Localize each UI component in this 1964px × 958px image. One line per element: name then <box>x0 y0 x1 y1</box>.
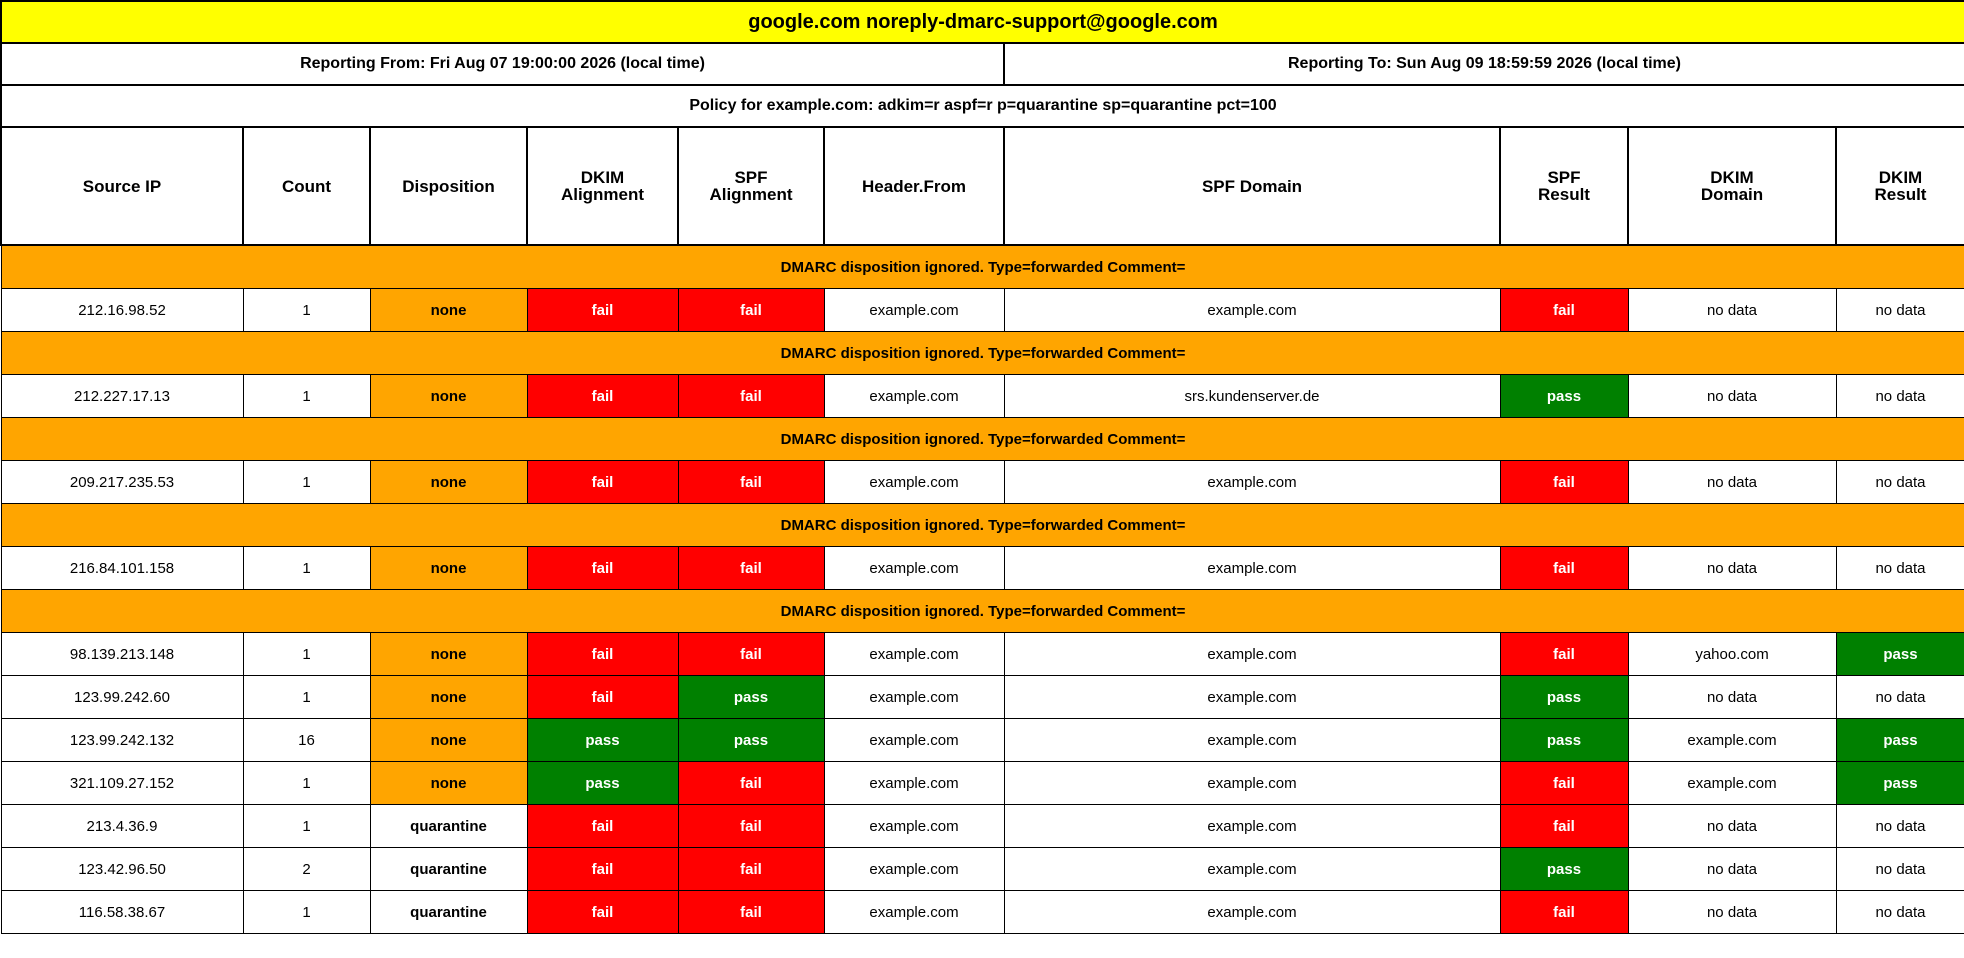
cell-dkim-result: pass <box>1836 762 1964 805</box>
cell-spf-domain: example.com <box>1004 891 1500 934</box>
cell-dkim-domain: no data <box>1628 676 1836 719</box>
cell-dkim-result: no data <box>1836 461 1964 504</box>
cell-spf-result: pass <box>1500 375 1628 418</box>
cell-dkim-domain: example.com <box>1628 719 1836 762</box>
cell-count: 1 <box>243 547 370 590</box>
table-row <box>1 676 1964 719</box>
cell-spf-alignment: fail <box>678 891 824 934</box>
table-row <box>1 633 1964 676</box>
column-header-dkim-domain: DKIM Domain <box>1628 127 1836 245</box>
cell-spf-result: fail <box>1500 289 1628 332</box>
override-reason: DMARC disposition ignored. Type=forwarded Comment= <box>1 418 1964 461</box>
cell-disposition: quarantine <box>370 891 527 934</box>
cell-disposition: none <box>370 375 527 418</box>
cell-source-ip: 209.217.235.53 <box>1 461 243 504</box>
cell-header-from: example.com <box>824 461 1004 504</box>
column-header-dkim-alignment: DKIM Alignment <box>527 127 678 245</box>
cell-spf-domain: example.com <box>1004 676 1500 719</box>
cell-header-from: example.com <box>824 547 1004 590</box>
cell-source-ip: 123.99.242.60 <box>1 676 243 719</box>
cell-spf-alignment: fail <box>678 289 824 332</box>
cell-spf-result: fail <box>1500 633 1628 676</box>
cell-source-ip: 123.42.96.50 <box>1 848 243 891</box>
cell-dkim-result: no data <box>1836 289 1964 332</box>
cell-source-ip: 212.16.98.52 <box>1 289 243 332</box>
column-header-spf-result: SPF Result <box>1500 127 1628 245</box>
override-reason-row <box>1 332 1964 375</box>
cell-disposition: none <box>370 676 527 719</box>
cell-dkim-domain: no data <box>1628 375 1836 418</box>
cell-spf-result: pass <box>1500 676 1628 719</box>
cell-disposition: none <box>370 461 527 504</box>
cell-disposition: none <box>370 719 527 762</box>
cell-header-from: example.com <box>824 676 1004 719</box>
report-title: google.com noreply-dmarc-support@google.com <box>1 1 1964 43</box>
cell-spf-domain: example.com <box>1004 848 1500 891</box>
column-header-dkim-result: DKIM Result <box>1836 127 1964 245</box>
table-row <box>1 891 1964 934</box>
cell-header-from: example.com <box>824 762 1004 805</box>
cell-source-ip: 123.99.242.132 <box>1 719 243 762</box>
column-header-count: Count <box>243 127 370 245</box>
column-header-source-ip: Source IP <box>1 127 243 245</box>
table-row <box>1 375 1964 418</box>
cell-dkim-domain: no data <box>1628 461 1836 504</box>
report-rows <box>1 245 1964 934</box>
cell-disposition: none <box>370 762 527 805</box>
cell-count: 1 <box>243 375 370 418</box>
table-row <box>1 289 1964 332</box>
cell-disposition: none <box>370 289 527 332</box>
cell-disposition: quarantine <box>370 805 527 848</box>
cell-count: 1 <box>243 805 370 848</box>
cell-spf-result: fail <box>1500 891 1628 934</box>
cell-spf-result: pass <box>1500 719 1628 762</box>
cell-count: 1 <box>243 762 370 805</box>
cell-dkim-alignment: fail <box>527 633 678 676</box>
cell-dkim-result: no data <box>1836 891 1964 934</box>
cell-dkim-result: pass <box>1836 633 1964 676</box>
cell-dkim-alignment: pass <box>527 719 678 762</box>
column-header-disposition: Disposition <box>370 127 527 245</box>
override-reason: DMARC disposition ignored. Type=forwarded Comment= <box>1 332 1964 375</box>
table-row <box>1 461 1964 504</box>
cell-source-ip: 116.58.38.67 <box>1 891 243 934</box>
override-reason: DMARC disposition ignored. Type=forwarded Comment= <box>1 245 1964 289</box>
cell-count: 1 <box>243 891 370 934</box>
cell-spf-domain: example.com <box>1004 289 1500 332</box>
cell-spf-domain: example.com <box>1004 762 1500 805</box>
cell-header-from: example.com <box>824 375 1004 418</box>
cell-dkim-alignment: fail <box>527 805 678 848</box>
table-row <box>1 805 1964 848</box>
cell-source-ip: 213.4.36.9 <box>1 805 243 848</box>
cell-dkim-domain: example.com <box>1628 762 1836 805</box>
cell-count: 1 <box>243 633 370 676</box>
cell-dkim-alignment: fail <box>527 848 678 891</box>
reporting-to: Reporting To: Sun Aug 09 18:59:59 2026 (local time) <box>1004 43 1964 85</box>
cell-dkim-alignment: fail <box>527 289 678 332</box>
cell-spf-domain: example.com <box>1004 719 1500 762</box>
cell-count: 16 <box>243 719 370 762</box>
cell-dkim-domain: no data <box>1628 547 1836 590</box>
cell-dkim-alignment: fail <box>527 461 678 504</box>
cell-spf-result: fail <box>1500 547 1628 590</box>
cell-count: 1 <box>243 461 370 504</box>
cell-header-from: example.com <box>824 719 1004 762</box>
cell-dkim-alignment: fail <box>527 375 678 418</box>
cell-spf-alignment: fail <box>678 633 824 676</box>
cell-dkim-domain: yahoo.com <box>1628 633 1836 676</box>
cell-spf-alignment: fail <box>678 762 824 805</box>
column-header-row <box>1 127 1964 245</box>
cell-spf-result: fail <box>1500 461 1628 504</box>
cell-count: 1 <box>243 289 370 332</box>
cell-disposition: quarantine <box>370 848 527 891</box>
cell-header-from: example.com <box>824 633 1004 676</box>
cell-source-ip: 216.84.101.158 <box>1 547 243 590</box>
table-row <box>1 848 1964 891</box>
override-reason-row <box>1 245 1964 289</box>
cell-disposition: none <box>370 547 527 590</box>
cell-dkim-result: pass <box>1836 719 1964 762</box>
cell-spf-alignment: fail <box>678 547 824 590</box>
cell-dkim-result: no data <box>1836 848 1964 891</box>
cell-dkim-result: no data <box>1836 805 1964 848</box>
cell-spf-result: fail <box>1500 805 1628 848</box>
cell-count: 1 <box>243 676 370 719</box>
cell-spf-alignment: pass <box>678 676 824 719</box>
cell-dkim-domain: no data <box>1628 805 1836 848</box>
cell-dkim-alignment: fail <box>527 891 678 934</box>
cell-source-ip: 212.227.17.13 <box>1 375 243 418</box>
table-row <box>1 547 1964 590</box>
cell-spf-alignment: fail <box>678 375 824 418</box>
override-reason-row <box>1 590 1964 633</box>
cell-dkim-domain: no data <box>1628 289 1836 332</box>
table-row <box>1 719 1964 762</box>
cell-dkim-alignment: pass <box>527 762 678 805</box>
cell-header-from: example.com <box>824 891 1004 934</box>
cell-spf-alignment: pass <box>678 719 824 762</box>
cell-source-ip: 98.139.213.148 <box>1 633 243 676</box>
cell-dkim-result: no data <box>1836 547 1964 590</box>
policy-summary: Policy for example.com: adkim=r aspf=r p=quarantine sp=quarantine pct=100 <box>1 85 1964 127</box>
override-reason-row <box>1 504 1964 547</box>
cell-count: 2 <box>243 848 370 891</box>
cell-dkim-domain: no data <box>1628 848 1836 891</box>
cell-dkim-result: no data <box>1836 676 1964 719</box>
cell-spf-result: pass <box>1500 848 1628 891</box>
cell-spf-domain: example.com <box>1004 805 1500 848</box>
cell-spf-result: fail <box>1500 762 1628 805</box>
column-header-spf-domain: SPF Domain <box>1004 127 1500 245</box>
override-reason: DMARC disposition ignored. Type=forwarded Comment= <box>1 504 1964 547</box>
cell-spf-alignment: fail <box>678 805 824 848</box>
column-header-spf-alignment: SPF Alignment <box>678 127 824 245</box>
override-reason: DMARC disposition ignored. Type=forwarded Comment= <box>1 590 1964 633</box>
column-header-header-from: Header.From <box>824 127 1004 245</box>
cell-spf-domain: example.com <box>1004 461 1500 504</box>
cell-dkim-domain: no data <box>1628 891 1836 934</box>
cell-disposition: none <box>370 633 527 676</box>
cell-spf-domain: srs.kundenserver.de <box>1004 375 1500 418</box>
override-reason-row <box>1 418 1964 461</box>
cell-source-ip: 321.109.27.152 <box>1 762 243 805</box>
cell-header-from: example.com <box>824 848 1004 891</box>
table-row <box>1 762 1964 805</box>
cell-header-from: example.com <box>824 805 1004 848</box>
cell-dkim-alignment: fail <box>527 676 678 719</box>
cell-spf-domain: example.com <box>1004 547 1500 590</box>
reporting-from: Reporting From: Fri Aug 07 19:00:00 2026 (local time) <box>1 43 1004 85</box>
cell-spf-alignment: fail <box>678 461 824 504</box>
cell-dkim-result: no data <box>1836 375 1964 418</box>
cell-spf-alignment: fail <box>678 848 824 891</box>
cell-dkim-alignment: fail <box>527 547 678 590</box>
cell-spf-domain: example.com <box>1004 633 1500 676</box>
cell-header-from: example.com <box>824 289 1004 332</box>
